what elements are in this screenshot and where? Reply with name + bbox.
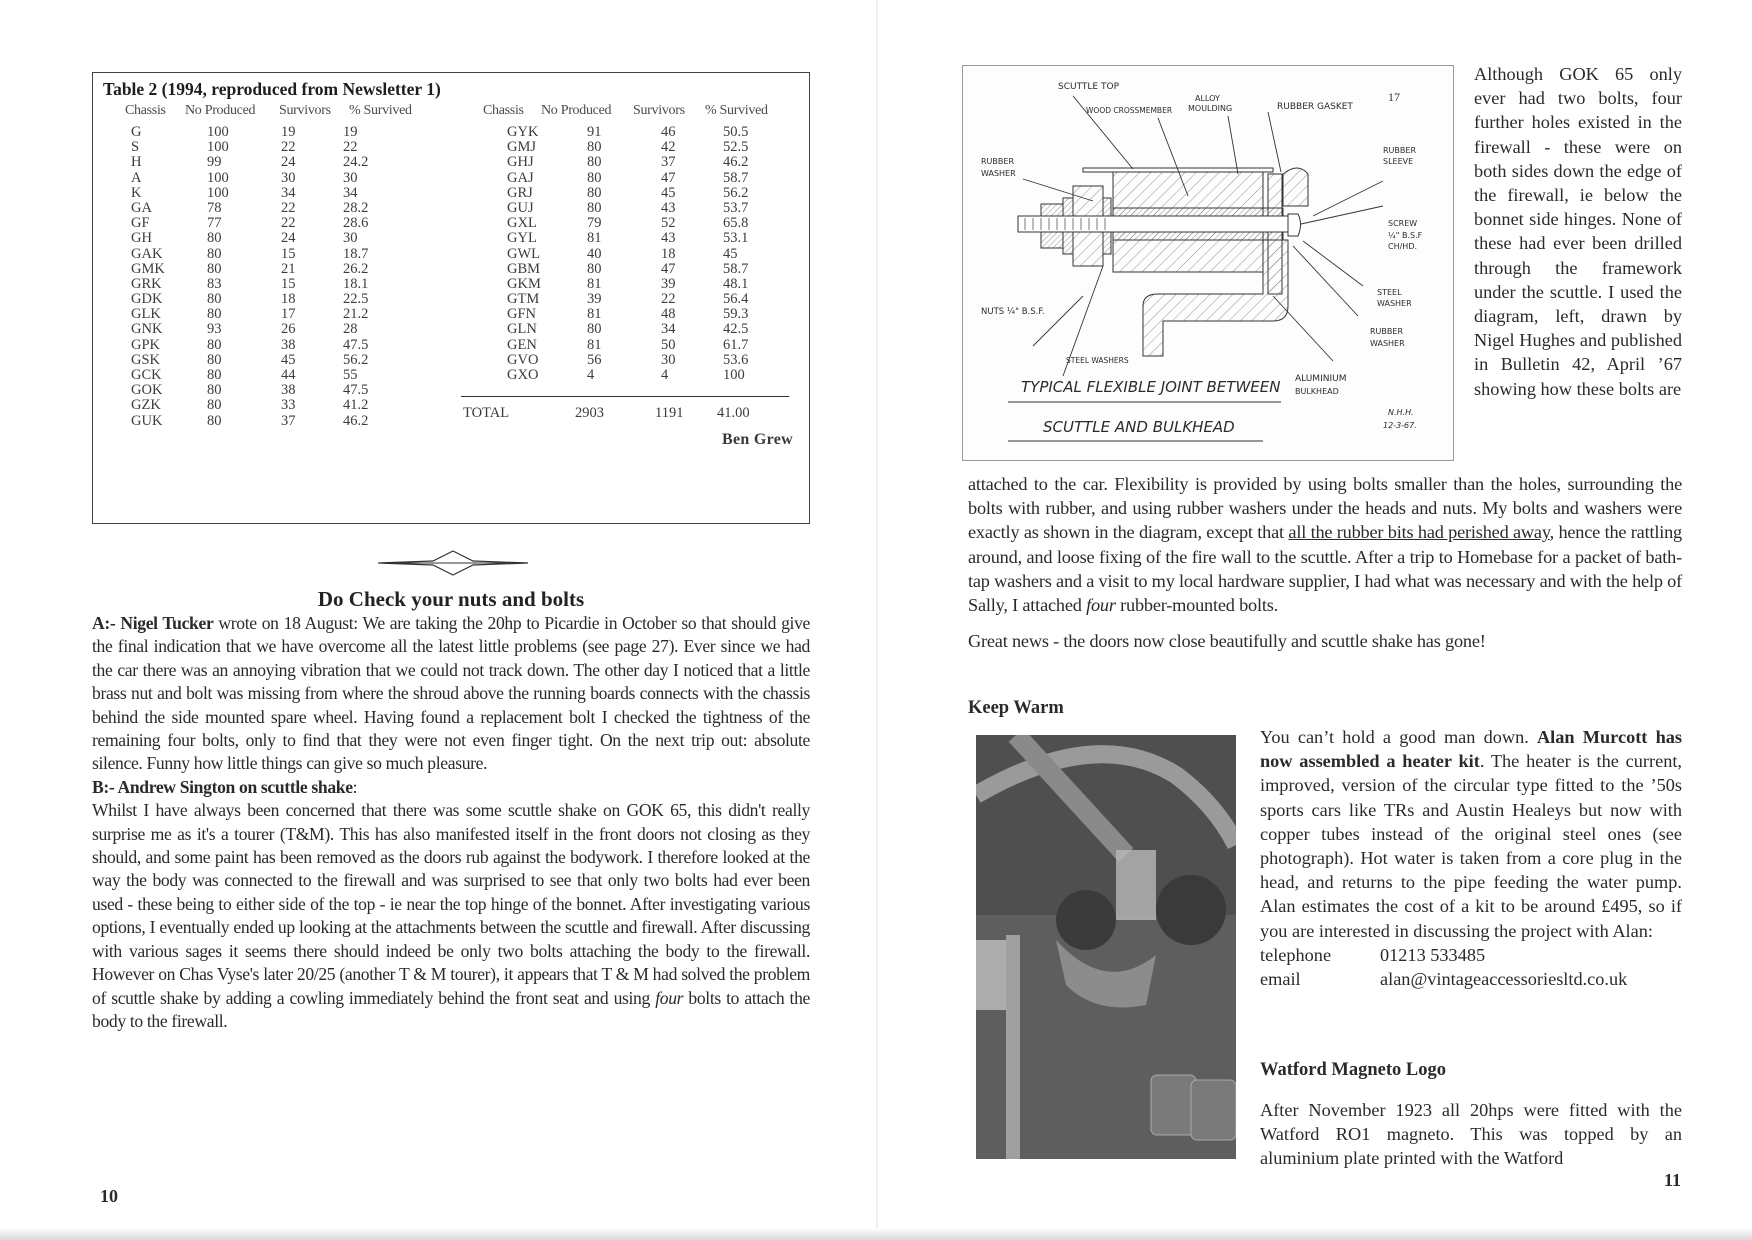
bolt	[1018, 216, 1288, 232]
heater-paragraph	[1260, 725, 1682, 943]
paragraph-b-heading	[92, 776, 810, 799]
cell-produced: 80	[587, 139, 602, 156]
label-alloy: ALLOY	[1195, 94, 1220, 103]
cell-chassis: GPK	[131, 336, 161, 353]
cell-produced: 77	[207, 215, 222, 232]
label-rubber-gasket: RUBBER GASKET	[1277, 102, 1353, 112]
label-rubber-washer-left: RUBBER	[981, 157, 1015, 166]
label-rubber-sleeve: RUBBER	[1383, 146, 1417, 155]
page-number-right: 11	[1664, 1170, 1682, 1190]
label-rubber-washer-right: RUBBER	[1370, 327, 1404, 336]
email-label: email	[1260, 969, 1301, 990]
table-row	[507, 201, 793, 216]
cell-chassis: GYL	[507, 230, 537, 247]
article-title: Do Check your nuts and bolts	[317, 587, 585, 611]
cell-chassis: GMK	[131, 260, 165, 277]
table-right-column-group	[473, 103, 793, 383]
table-row	[507, 277, 793, 292]
label-washer-left: WASHER	[981, 169, 1016, 178]
cell-produced: 80	[587, 260, 602, 277]
cell-percent: 53.1	[723, 230, 749, 247]
cell-chassis: GXO	[507, 367, 539, 383]
cell-survivors: 44	[281, 367, 296, 383]
emphasis: four	[1086, 595, 1116, 616]
cell-produced: 80	[207, 351, 222, 368]
cell-chassis: H	[131, 154, 142, 171]
cell-chassis: GTM	[507, 291, 540, 308]
cell-produced: 56	[587, 351, 602, 368]
cell-produced: 80	[207, 291, 222, 308]
cell-percent: 41.2	[343, 397, 369, 414]
cell-chassis: GOK	[131, 382, 163, 399]
scuttle-text-narrow: Although GOK 65 only ever had two bolts, four further holes existed in the firewall - these were on both sides down the edge of the firewall, ie below the bonnet side hinges. None of these had ever been drilled through the framework under the scuttle. I used the diagram, left, drawn by Nigel Hughes and published in Bulletin 42, April ’67 showing how these bolts are	[1474, 64, 1682, 399]
cell-chassis: GDK	[131, 291, 163, 308]
colon: :	[352, 776, 358, 797]
cell-produced: 81	[587, 230, 602, 247]
cell-survivors: 34	[661, 321, 676, 338]
cell-produced: 80	[587, 184, 602, 201]
paragraph-b-text-end: bolts to attach the body to the firewall.	[92, 987, 810, 1031]
heater-body: . The heater is the current, improved, version of the circular type fitted to the ’50s sports cars like TRs and Austin Healeys but now with copper tubes instead of the original steel ones (see photograph). Hot water is taken from a core plug in the head, and returns to the pipe feeding the water pump. Alan estimates the cost of a kit to be around £495, so if you are interested in discussing the project with Alan:	[1260, 751, 1682, 941]
cell-percent: 56.4	[723, 291, 749, 308]
cell-percent: 46.2	[723, 154, 749, 171]
cell-produced: 100	[207, 124, 229, 140]
cell-produced: 80	[207, 306, 222, 323]
cell-produced: 100	[207, 184, 229, 201]
table-header	[473, 103, 793, 123]
table-row	[507, 262, 793, 277]
table-left-column-group	[93, 103, 429, 429]
cell-percent: 18.7	[343, 245, 369, 262]
cell-chassis: GKM	[507, 275, 541, 292]
header-survivors: Survivors	[279, 103, 331, 118]
cell-produced: 81	[587, 306, 602, 323]
cell-produced: 80	[207, 230, 222, 247]
header-percent: % Survived	[349, 103, 412, 118]
cell-survivors: 22	[281, 199, 296, 216]
cell-percent: 53.7	[723, 199, 749, 216]
label-aluminium: ALUMINIUM	[1295, 374, 1347, 384]
label-moulding: MOULDING	[1188, 104, 1233, 113]
cell-survivors: 19	[281, 124, 296, 140]
cell-percent: 47.5	[343, 336, 369, 353]
scuttle-text-3: rubber-mounted bolts.	[1115, 595, 1279, 616]
cell-survivors: 38	[281, 336, 296, 353]
cell-survivors: 26	[281, 321, 296, 338]
table-row	[507, 216, 793, 231]
cell-chassis: GNK	[131, 321, 163, 338]
total-percent: 41.00	[717, 405, 750, 421]
cell-chassis: A	[131, 169, 142, 186]
scuttle-paragraph	[968, 472, 1682, 617]
cell-produced: 80	[207, 382, 222, 399]
cell-chassis: G	[131, 124, 142, 140]
table-row	[507, 247, 793, 262]
heater-bold: Alan Murcott has now assembled a heater kit	[1260, 727, 1682, 772]
table-row	[507, 155, 793, 170]
table-author: Ben Grew	[722, 431, 793, 448]
cell-percent: 52.5	[723, 139, 749, 156]
cell-produced: 80	[207, 336, 222, 353]
cell-produced: 79	[587, 215, 602, 232]
table-row	[507, 353, 793, 368]
table-row	[131, 140, 429, 155]
cell-chassis: GXL	[507, 215, 537, 232]
cell-survivors: 50	[661, 336, 676, 353]
table-row	[131, 414, 429, 429]
email-row	[1260, 967, 1682, 991]
telephone-value: 01213 533485	[1380, 944, 1486, 965]
cell-produced: 100	[207, 169, 229, 186]
scuttle-text-2: , hence the rattling around, and loose fixing of the fire wall to the scuttle. After a trip to Homebase for a packet of bath-tap washers and a visit to my local hardware supplier, I had what was necessary and with the help of Sally, I attached	[968, 522, 1682, 616]
cell-survivors: 37	[281, 412, 296, 429]
great-news-paragraph: Great news - the doors now close beautifully and scuttle shake has gone!	[968, 631, 1486, 652]
cell-percent: 59.3	[723, 306, 749, 323]
cell-survivors: 15	[281, 245, 296, 262]
cell-chassis: GAK	[131, 245, 163, 262]
total-produced: 2903	[575, 405, 604, 421]
scuttle-text-wide	[968, 472, 1682, 653]
label-wood-crossmember: WOOD CROSSMEMBER	[1086, 106, 1173, 115]
cell-produced: 80	[207, 412, 222, 429]
cell-chassis: GF	[131, 215, 150, 232]
cell-produced: 100	[207, 139, 229, 156]
cell-chassis: GRK	[131, 275, 162, 292]
cell-percent: 28.2	[343, 199, 369, 216]
table-row	[131, 398, 429, 413]
scuttle-text-1: attached to the car. Flexibility is provided by using bolts smaller than the holes, surrounding the bolts with rubber, and using rubber washers under the heads and nuts. My bolts and washers were exactly as shown in the diagram, except that	[968, 474, 1682, 543]
table-row	[507, 292, 793, 307]
table-row	[131, 231, 429, 246]
cell-percent: 65.8	[723, 215, 749, 232]
cell-chassis: GWL	[507, 245, 541, 262]
cell-produced: 80	[207, 397, 222, 414]
paragraph-a	[92, 612, 810, 776]
cell-percent: 61.7	[723, 336, 749, 353]
cell-chassis: GUK	[131, 412, 163, 429]
cell-percent: 19	[343, 124, 358, 140]
heater-text	[1260, 725, 1682, 991]
cell-produced: 81	[587, 336, 602, 353]
cell-produced: 40	[587, 245, 602, 262]
cell-survivors: 17	[281, 306, 296, 323]
cell-percent: 56.2	[343, 351, 369, 368]
table-rows-right	[473, 125, 793, 383]
cell-percent: 55	[343, 367, 358, 383]
table-row	[131, 247, 429, 262]
table-row	[507, 338, 793, 353]
cell-chassis: GEN	[507, 336, 537, 353]
paragraph-b-text: Whilst I have always been concerned that there was some scuttle shake on GOK 65, this didn't really surprise me as it's a tourer (T&M). This has also manifested itself in the front doors not closing as they should, and some paint has been removed as the doors rub against the bodywork. I therefore looked at the way the body was connected to the firewall and was surprised to see that only two bolts had ever been used - these being to either side of the top - ie near the top hinge of the bonnet. After investigating various options, I eventually ended up looking at the attachments between the scuttle and firewall. After discussing with various sages it seems there should indeed be only two bolts attaching the body to the firewall. However on Chas Vyse's later 20/25 (another T & M tourer), it appears that T & M had solved the problem of scuttle shake by adding a cowling immediately behind the front seat and using	[92, 800, 810, 1008]
cell-survivors: 30	[281, 169, 296, 186]
survival-table	[92, 72, 810, 524]
cell-produced: 78	[207, 199, 222, 216]
table-row	[507, 368, 793, 383]
page-number-left: 10	[100, 1186, 118, 1206]
table-row	[131, 368, 429, 383]
cell-percent: 46.2	[343, 412, 369, 429]
cell-chassis: GCK	[131, 367, 162, 383]
cell-percent: 56.2	[723, 184, 749, 201]
cell-percent: 53.6	[723, 351, 749, 368]
table-row	[131, 125, 429, 140]
cell-chassis: GLN	[507, 321, 537, 338]
author-a: A:- Nigel Tucker	[92, 613, 214, 633]
label-bulkhead: BULKHEAD	[1295, 387, 1339, 396]
cell-produced: 83	[207, 275, 222, 292]
cell-percent: 18.1	[343, 275, 369, 292]
header-chassis: Chassis	[125, 103, 166, 118]
cell-produced: 80	[587, 154, 602, 171]
label-scuttle-top: SCUTTLE TOP	[1058, 82, 1119, 92]
page-bottom-edge	[0, 1228, 1752, 1240]
watford-body: After November 1923 all 20hps were fitted with the Watford RO1 magneto. This was topped by an aluminium plate printed with the Watford	[1260, 1100, 1682, 1169]
cell-produced: 4	[587, 367, 595, 383]
cell-survivors: 47	[661, 260, 676, 277]
cell-chassis: GAJ	[507, 169, 534, 186]
cell-survivors: 24	[281, 154, 296, 171]
table-row	[507, 140, 793, 155]
table-row	[131, 201, 429, 216]
label-washer: WASHER	[1377, 299, 1412, 308]
cell-survivors: 33	[281, 397, 296, 414]
paragraph-b	[92, 799, 810, 1033]
cell-survivors: 45	[281, 351, 296, 368]
cell-produced: 80	[207, 245, 222, 262]
cell-produced: 91	[587, 124, 602, 140]
cell-survivors: 18	[661, 245, 676, 262]
emphasis: four	[655, 987, 684, 1008]
cell-chassis: GSK	[131, 351, 161, 368]
cell-percent: 21.2	[343, 306, 369, 323]
table-row	[507, 125, 793, 140]
cell-chassis: GVO	[507, 351, 539, 368]
cell-chassis: GHJ	[507, 154, 534, 171]
label-steel-washer: STEEL	[1377, 288, 1402, 297]
cell-percent: 24.2	[343, 154, 369, 171]
label-washer-right: WASHER	[1370, 339, 1405, 348]
cell-percent: 42.5	[723, 321, 749, 338]
cell-produced: 99	[207, 154, 222, 171]
diagram-caption-line-1: TYPICAL FLEXIBLE JOINT BETWEEN	[1021, 378, 1281, 396]
cell-survivors: 21	[281, 260, 296, 277]
table-row	[131, 292, 429, 307]
table-total-row	[463, 405, 750, 422]
table-row	[507, 171, 793, 186]
table-row	[131, 262, 429, 277]
underlined-text: all the rubber bits had perished away	[1288, 522, 1550, 543]
cell-survivors: 47	[661, 169, 676, 186]
label-page-ref: 17	[1388, 90, 1400, 104]
cell-produced: 80	[587, 199, 602, 216]
cell-chassis: GA	[131, 199, 152, 216]
heater-photo	[976, 735, 1236, 1159]
joint-diagram-drawing	[963, 66, 1455, 462]
total-divider	[461, 396, 789, 397]
cell-percent: 28	[343, 321, 358, 338]
keep-warm-heading: Keep Warm	[968, 698, 1064, 718]
cell-chassis: S	[131, 139, 140, 156]
table-row	[131, 171, 429, 186]
cell-percent: 50.5	[723, 124, 749, 140]
header-percent: % Survived	[705, 103, 768, 118]
cell-chassis: GMJ	[507, 139, 537, 156]
cell-survivors: 24	[281, 230, 296, 247]
cell-chassis: GFN	[507, 306, 537, 323]
book-spine	[876, 0, 878, 1240]
cell-produced: 80	[587, 169, 602, 186]
cell-chassis: GYK	[507, 124, 539, 140]
table-row	[131, 322, 429, 337]
label-screw-head: CH/HD.	[1388, 242, 1418, 251]
cell-survivors: 37	[661, 154, 676, 171]
cell-percent: 47.5	[343, 382, 369, 399]
joint-diagram	[962, 65, 1454, 461]
diagram-date: 12-3-67.	[1383, 421, 1417, 430]
label-nuts: NUTS ¼" B.S.F.	[981, 307, 1045, 317]
total-label: TOTAL	[463, 405, 510, 421]
table-row	[131, 338, 429, 353]
table-row	[131, 155, 429, 170]
total-survivors: 1191	[655, 405, 684, 421]
header-chassis: Chassis	[483, 103, 524, 118]
cell-survivors: 45	[661, 184, 676, 201]
heater-photo-image	[976, 735, 1236, 1159]
cell-survivors: 22	[661, 291, 676, 308]
table-row	[507, 231, 793, 246]
cell-survivors: 46	[661, 124, 676, 140]
table-rows-left	[93, 125, 429, 429]
cell-chassis: GZK	[131, 397, 161, 414]
cell-produced: 80	[207, 367, 222, 383]
label-screw-size: ¼" B.S.F	[1388, 231, 1423, 240]
cell-percent: 22.5	[343, 291, 369, 308]
cell-survivors: 42	[661, 139, 676, 156]
cell-percent: 22	[343, 139, 358, 156]
table-row	[131, 216, 429, 231]
table-row	[131, 383, 429, 398]
cell-survivors: 4	[661, 367, 669, 383]
email-value[interactable]: alan@vintageaccessoriesltd.co.uk	[1380, 969, 1628, 990]
label-steel-washers: STEEL WASHERS	[1066, 356, 1129, 365]
cell-percent: 34	[343, 184, 358, 201]
cell-produced: 81	[587, 275, 602, 292]
diagram-caption-line-2: SCUTTLE AND BULKHEAD	[1043, 418, 1235, 436]
cell-survivors: 38	[281, 382, 296, 399]
cell-chassis: GUJ	[507, 199, 534, 216]
cell-chassis: GH	[131, 230, 152, 247]
cell-survivors: 15	[281, 275, 296, 292]
table-row	[507, 186, 793, 201]
table-row	[507, 322, 793, 337]
cell-survivors: 48	[661, 306, 676, 323]
header-produced: No Produced	[185, 103, 256, 118]
table-row	[131, 186, 429, 201]
diagram-signature: N.H.H.	[1388, 408, 1414, 417]
cell-survivors: 39	[661, 275, 676, 292]
header-survivors: Survivors	[633, 103, 685, 118]
cell-survivors: 43	[661, 199, 676, 216]
cell-percent: 58.7	[723, 260, 749, 277]
cell-survivors: 18	[281, 291, 296, 308]
table-row	[131, 277, 429, 292]
cell-survivors: 22	[281, 215, 296, 232]
cell-percent: 30	[343, 230, 358, 247]
cell-percent: 26.2	[343, 260, 369, 277]
paragraph-a-text: wrote on 18 August: We are taking the 20hp to Picardie in October so that should give the final indication that we have overcome all the latest little problems (see page 27). Ever since we had the car there was an annoying vibration that we could not track down. The other day I noticed that a little brass nut and bolt was missing from where the shroud above the running boards connects with the chassis behind the side mounted spare wheel. Having found a replacement bolt I checked the tightness of the remaining four bolts, only to find that they were not even finger tight. On the next trip out: absolute silence. Funny how little things can give so much pleasure.	[92, 613, 810, 774]
cell-survivors: 30	[661, 351, 676, 368]
article-body	[92, 612, 810, 1033]
heater-intro: You can’t hold a good man down.	[1260, 727, 1537, 747]
table-header	[93, 103, 429, 123]
cell-survivors: 43	[661, 230, 676, 247]
telephone-label: telephone	[1260, 944, 1332, 965]
cell-percent: 28.6	[343, 215, 369, 232]
cell-percent: 48.1	[723, 275, 749, 292]
watford-heading: Watford Magneto Logo	[1260, 1060, 1447, 1080]
cell-percent: 58.7	[723, 169, 749, 186]
cell-chassis: GRJ	[507, 184, 533, 201]
cell-percent: 30	[343, 169, 358, 186]
cell-chassis: K	[131, 184, 142, 201]
table-row	[507, 307, 793, 322]
cell-produced: 80	[587, 321, 602, 338]
cell-chassis: GBM	[507, 260, 541, 277]
cell-chassis: GLK	[131, 306, 161, 323]
cell-produced: 93	[207, 321, 222, 338]
cell-survivors: 22	[281, 139, 296, 156]
cell-survivors: 34	[281, 184, 296, 201]
telephone-row	[1260, 943, 1682, 967]
cell-percent: 45	[723, 245, 738, 262]
cell-produced: 80	[207, 260, 222, 277]
label-sleeve: SLEEVE	[1383, 157, 1414, 166]
table-row	[131, 353, 429, 368]
table-title: Table 2 (1994, reproduced from Newsletter 1)	[103, 79, 441, 99]
cell-produced: 39	[587, 291, 602, 308]
label-screw: SCREW	[1388, 219, 1418, 228]
cell-percent: 100	[723, 367, 745, 383]
table-row	[131, 307, 429, 322]
section-divider-ornament	[378, 548, 528, 578]
header-produced: No Produced	[541, 103, 612, 118]
author-b: B:- Andrew Sington on scuttle shake	[92, 776, 353, 797]
cell-survivors: 52	[661, 215, 676, 232]
